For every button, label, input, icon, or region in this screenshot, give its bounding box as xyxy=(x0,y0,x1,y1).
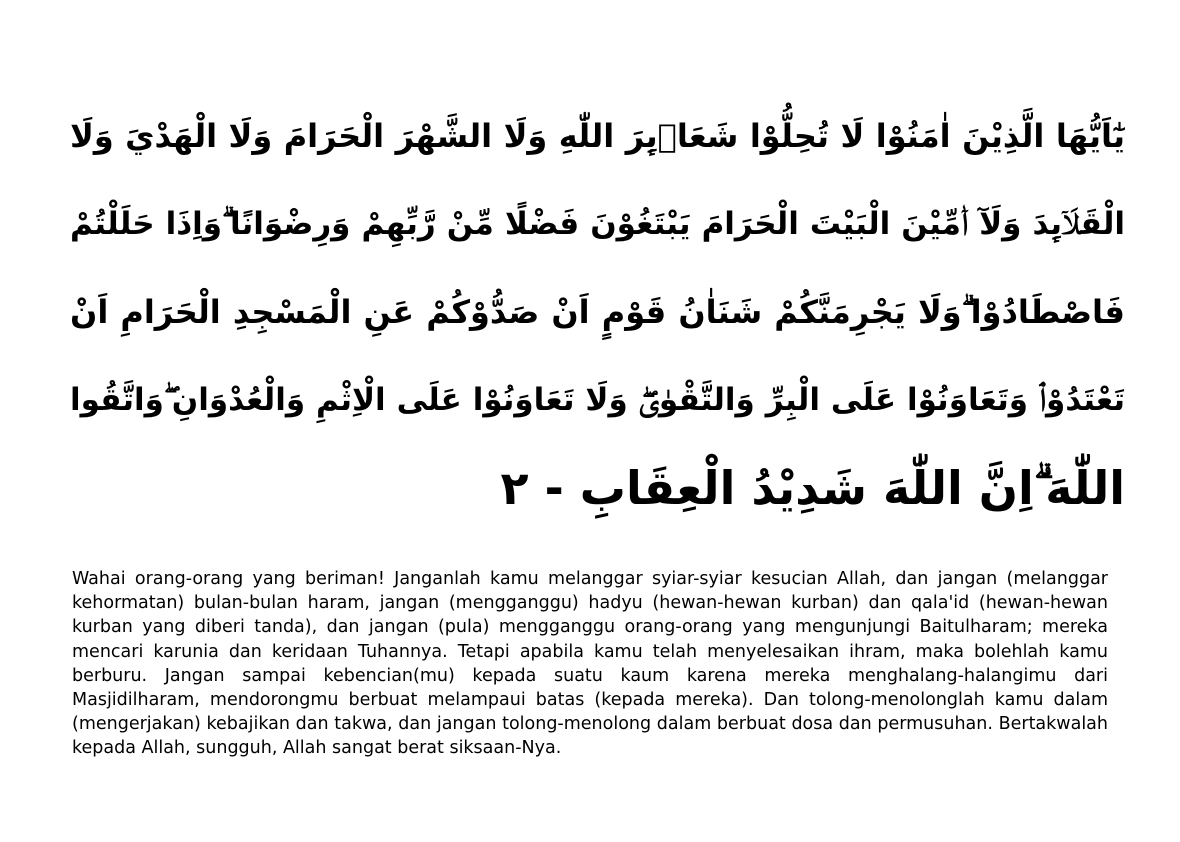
arabic-verse-line-5: اللّٰهَ ۗاِنَّ اللّٰهَ شَدِيْدُ الْعِقَابِ - ٢ xyxy=(500,461,1125,515)
verse-translation: Wahai orang-orang yang beriman! Janganlah kamu melanggar syiar-syiar kesucian Allah, dan jangan (melanggar kehormatan) bulan-bulan haram, jangan (mengganggu) hadyu (hewan-hewan kurban) dan qala'id (hewan-hewan kurban yang diberi tanda), dan jangan (pula) mengganggu orang-orang yang mengunjungi Baitulharam; mereka mencari karunia dan keridaan Tuhannya. Tetapi apabila kamu telah menyelesaikan ihram, maka bolehlah kamu berburu. Jangan sampai kebencian(mu) kepada suatu kaum karena mereka menghalang-halangimu dari Masjidilharam, mendorongmu berbuat melampaui batas (kepada mereka). Dan tolong-menolonglah kamu dalam (mengerjakan) kebajikan dan takwa, dan jangan tolong-menolong dalam berbuat dosa dan permusuhan. Bertakwalah kepada Allah, sungguh, Allah sangat berat siksaan-Nya. xyxy=(72,569,1108,759)
arabic-verse-line-3: فَاصْطَادُوْا ۗوَلَا يَجْرِمَنَّكُمْ شَنَاٰنُ قَوْمٍ اَنْ صَدُّوْكُمْ عَنِ الْمَسْجِدِ الْحَرَامِ اَنْ xyxy=(70,293,1125,331)
arabic-verse-line-2: الْقَلَاۤىِٕدَ وَلَآ اٰۤمِّيْنَ الْبَيْتَ الْحَرَامَ يَبْتَغُوْنَ فَضْلًا مِّنْ رَّبِّهِمْ وَرِضْوَانًا ۗوَاِذَا حَلَلْتُمْ xyxy=(70,206,1125,242)
arabic-verse-line-4: تَعْتَدُوْاۘ وَتَعَاوَنُوْا عَلَى الْبِرِّ وَالتَّقْوٰىۖ وَلَا تَعَاوَنُوْا عَلَى الْاِثْمِ وَالْعُدْوَانِ ۖوَاتَّقُوا xyxy=(70,382,1125,418)
arabic-verse-line-1: يٰٓاَيُّهَا الَّذِيْنَ اٰمَنُوْا لَا تُحِلُّوْا شَعَاۤىِٕرَ اللّٰهِ وَلَا الشَّهْرَ الْحَرَامَ وَلَا الْهَدْيَ وَلَا xyxy=(70,117,1125,155)
arabic-verse xyxy=(70,92,1125,532)
